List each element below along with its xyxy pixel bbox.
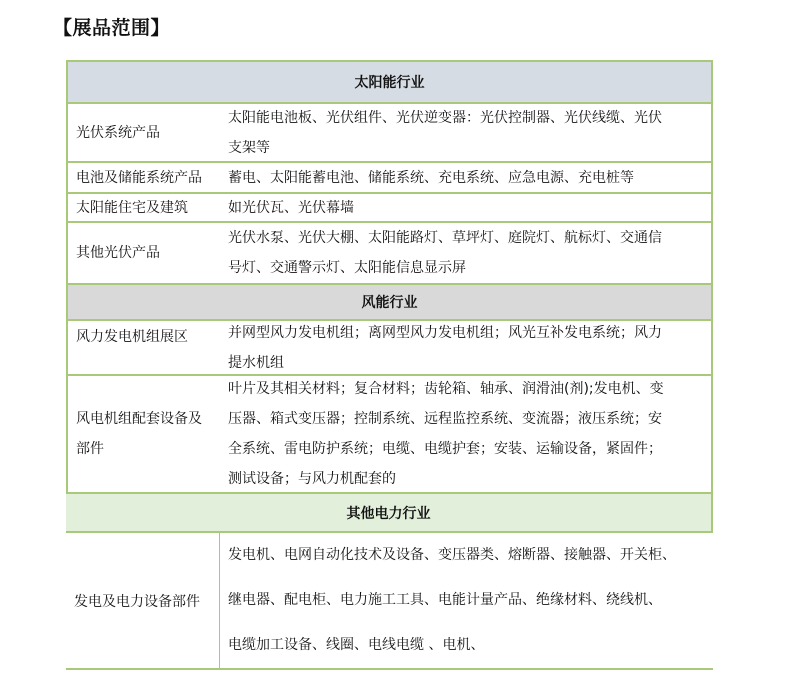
page-title: 【展品范围】 xyxy=(53,17,171,39)
table-row xyxy=(66,102,713,161)
table-row xyxy=(66,374,713,494)
section-header-solar xyxy=(66,60,713,102)
description-line: 并网型风力发电机组；离网型风力发电机组；风光互补发电系统；风力 xyxy=(228,324,662,341)
category-description xyxy=(228,321,708,374)
category-label: 风力发电机组展区 xyxy=(76,329,188,345)
description-line: 号灯、交通警示灯、太阳能信息显示屏 xyxy=(228,260,466,276)
category-line: 风电机组配套设备及 xyxy=(76,411,202,427)
table-row xyxy=(66,533,713,670)
category-label: 电池及储能系统产品 xyxy=(76,169,202,186)
description-line: 支架等 xyxy=(228,139,270,156)
description-line: 如光伏瓦、光伏幕墙 xyxy=(228,199,354,216)
category-description xyxy=(228,533,713,668)
description-line: 发电机、电网自动化技术及设备、变压器类、熔断器、接触器、开关柜、 xyxy=(228,547,676,563)
section-title: 风能行业 xyxy=(361,295,418,311)
description-line: 叶片及其相关材料；复合材料；齿轮箱、轴承、润滑油(剂);发电机、变 xyxy=(228,381,664,397)
description-line: 太阳能电池板、光伏组件、光伏逆变器：光伏控制器、光伏线缆、光伏 xyxy=(228,109,662,126)
section-header-other xyxy=(66,494,713,533)
category-description xyxy=(228,163,708,192)
category-description xyxy=(228,223,708,283)
section-header-wind xyxy=(66,283,713,319)
description-line: 提水机组 xyxy=(228,354,284,371)
description-line: 测试设备；与风力机配套的 xyxy=(228,471,396,487)
category-label: 太阳能住宅及建筑 xyxy=(76,199,188,216)
description-line: 电缆加工设备、线圈、电线电缆 、电机、 xyxy=(228,637,485,653)
category-description xyxy=(228,376,708,492)
description-line: 全系统、雷电防护系统；电缆、电缆护套；安装、运输设备，紧固件； xyxy=(228,441,662,457)
table-row xyxy=(66,319,713,374)
column-divider xyxy=(219,533,220,668)
section-title: 太阳能行业 xyxy=(354,75,425,91)
category-description xyxy=(228,104,708,161)
table-row xyxy=(66,192,713,221)
description-line: 继电器、配电柜、电力施工工具、电能计量产品、绝缘材料、绕线机、 xyxy=(228,592,662,608)
category-label: 其他光伏产品 xyxy=(76,245,160,261)
table-row xyxy=(66,221,713,283)
category-description xyxy=(228,194,708,221)
table-row xyxy=(66,161,713,192)
description-line: 蓄电、太阳能蓄电池、储能系统、充电系统、应急电源、充电桩等 xyxy=(228,169,634,186)
section-title: 其他电力行业 xyxy=(346,505,431,522)
category-label xyxy=(76,376,226,492)
category-line: 部件 xyxy=(76,441,104,457)
description-line: 光伏水泵、光伏大棚、太阳能路灯、草坪灯、庭院灯、航标灯、交通信 xyxy=(228,230,662,246)
category-label: 发电及电力设备部件 xyxy=(74,593,200,610)
category-label: 光伏系统产品 xyxy=(76,124,160,141)
description-line: 压器、箱式变压器；控制系统、远程监控系统、变流器；液压系统；安 xyxy=(228,411,662,427)
